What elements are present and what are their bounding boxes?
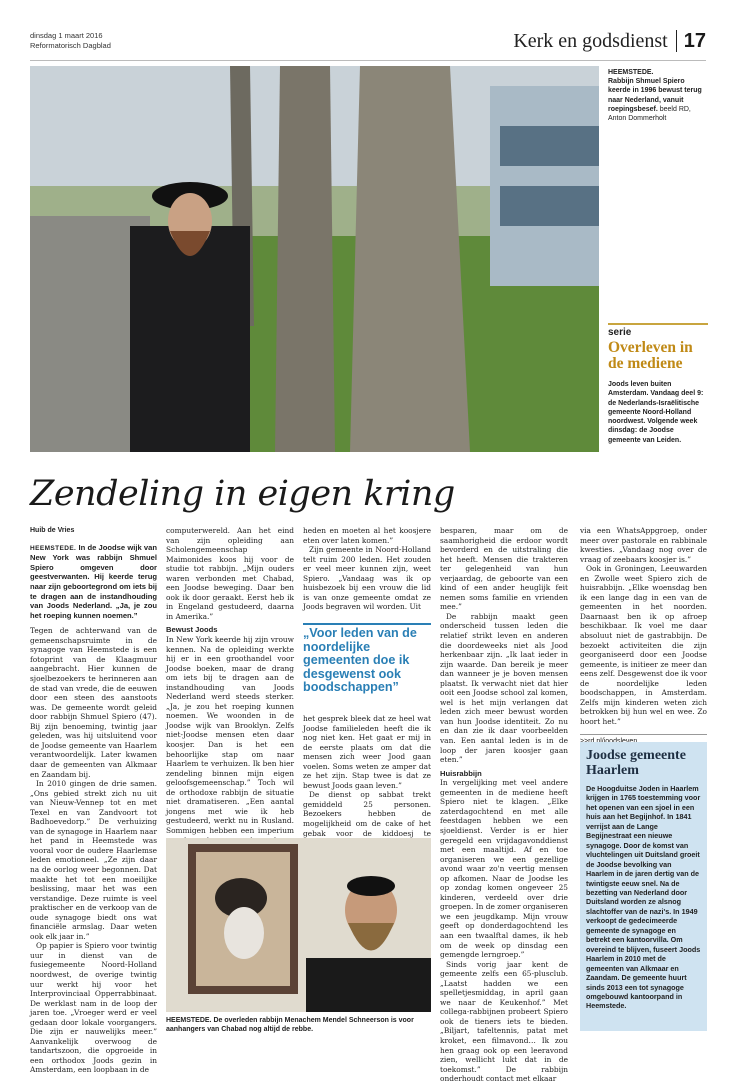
article-column-3-continued xyxy=(303,714,431,857)
lead-place: HEEMSTEDE. xyxy=(30,544,77,552)
paragraph: In vergelijking met veel andere gemeenten in de mediene heeft Spiero niet te klagen. „Elke zaterdagochtend en met alle feestdagen hebben we een sjoeldienst. Verder is er hier geregeld een vrijdagavonddienst met een maaltijd. Af en toe organiseren we een gezellige avond waar zo'n veertig mensen op afkomen. Naar de Joodse les op zondag komen ongeveer 25 kinderen, verdeeld over drie groepen. In de zomer organiseren we een jeugdkamp. Mijn vrouw geeft op donderdagochtend les aan een twaalftal dames, ik heb om de week op dinsdag een gemengde lerngroep.” xyxy=(440,778,568,960)
paragraph: via een WhatsAppgroep, onder meer over pastorale en rabbinale kwesties. „Vandaag nog over de vraag of zeebaars koosjer is.” xyxy=(580,526,707,564)
series-description: Joods leven buiten Amsterdam. Vandaag deel 9: de Nederlands-Israëlitische gemeente Noord-Holland noordwest. Volgende week dinsdag: de Joodse gemeente van Leiden. xyxy=(608,381,704,444)
pull-quote xyxy=(303,623,431,695)
issue-date: dinsdag 1 maart 2016 xyxy=(30,31,103,40)
lead-paragraph xyxy=(30,543,157,621)
page-number: 17 xyxy=(683,30,706,52)
paragraph: computerwereld. Aan het eind van zijn opleiding aan Scholengemeenschap Maimonides koos hij voor de studie tot rabbijn. „Mijn ouders waren verbonden met Chabad, een Joodse beweging. Daar ben ook ik door geraakt. Eerst heb ik in Engeland gestudeerd, daarna in Amerika.” xyxy=(166,526,294,621)
byline: Huib de Vries xyxy=(30,527,75,534)
paragraph: Zijn gemeente in Noord-Holland telt ruim 200 leden. Het zouden er veel meer kunnen zijn, weet Spiero. „Vandaag was ik op huisbezoek bij een vrouw die lid is van onze gemeente omdat ze Joods begraven wil worden. Uit xyxy=(303,545,431,612)
paragraph: In New York keerde hij zijn vrouw kennen. Na de opleiding werkte hij er in een groothandel voor Joodse boeken, maar de drang om iets bij te dragen aan de instandhouding van Joods Nederland werd steeds sterker. „Ja, je zou het roeping kunnen noemen. We woonden in de Joodse wijk van Brooklyn. Zelfs niet-Joodse mensen eten daar koosjer. Dan is het een behoorlijke stap om naar Haarlem te verhuizen. Ik ben hier zendeling binnen mijn eigen geloofsgemeenschap.” Toch wil de orthodoxe rabbijn de situatie niet dramatiseren. „Een aantal jongens met wie ik heb gestudeerd, werkt nu in Rusland. Sommigen hebben een imperium xyxy=(166,635,294,835)
rebbe-photo xyxy=(166,838,431,1012)
info-box xyxy=(580,742,707,1031)
article-column-5 xyxy=(580,526,707,726)
paragraph: Sinds vorig jaar kent de gemeente zelfs een 65-plusclub. „Laatst hadden we een spelletjesmiddag, in april gaan we naar de Keukenhof.” Met collega-rabbijnen probeert Spiero ook de tieners iets te bieden. „Biljart, tafeltennis, patat met kroket, een filmavond… Ik zou hen graag ook op een leeravond zien, wellicht lukt dat in de toekomst.” De rabbijn onderhoudt contact met elkaar xyxy=(440,959,568,1084)
article-column-4 xyxy=(440,526,568,1084)
small-caption-place: HEEMSTEDE. xyxy=(166,1017,212,1024)
paragraph: De dienst op sabbat trekt gemiddeld 25 personen. Bezoekers hebben de mogelijkheid om de cake of het gebak voor de kiddoesj te xyxy=(303,790,431,838)
header-divider xyxy=(30,60,706,61)
pull-quote-text: „Voor leden van de noordelijke gemeenten doe ik desgewenst ook boodschappen” xyxy=(303,626,417,694)
subheading: Huisrabbijn xyxy=(440,768,482,778)
small-caption-text: De overleden rabbijn Menachem Mendel Schneerson is voor aanhangers van Chabad nog altijd de rebbe. xyxy=(166,1017,414,1033)
article-column-1 xyxy=(30,526,157,1075)
series-label: serie xyxy=(608,327,632,338)
main-photo xyxy=(30,66,599,452)
paper-name: Reformatorisch Dagblad xyxy=(30,41,111,50)
paragraph: In 2010 gingen de drie samen. „Ons gebied strekt zich nu uit van Nieuw-Vennep tot en met Texel en van Zandvoort tot Badhoevedorp.” De verhuizing van de synagoge in Haarlem naar het pand in Heemstede was vooral voor de oudere Haarlemse leden emotioneel. „Ze zijn daar na de oorlog weer begonnen. Dat maakte het tot een moeilijke beslissing, maar het was een verstandige. Deze ruimte is veel praktischer en de verkoop van de oude synagoge biedt ons wat financiële armslag. Daar weten ook elk jaar in.” xyxy=(30,779,157,941)
paragraph: besparen, maar om de saamhorigheid die erdoor wordt bevorderd en de uitstraling die het heeft. Mensen die trakteren ter gelegenheid van hun verjaardag, de geboorte van een kind of een ander heuglijk feit nemen soms familie en vrienden mee.” xyxy=(440,526,568,612)
series-divider xyxy=(608,323,708,325)
info-box-text: De Hoogduitse Joden in Haarlem krijgen in 1765 toestemming voor het openen van een sjoel in een huis aan het Begijnhof. In 1841 verrijst aan de Lange Begijnestraat een nieuwe synagoge. Door de komst van vluchtelingen uit Duitsland groeit de Joodse bevolking van Haarlem in de jaren dertig van de twintigste eeuw snel. Na de bezetting van Nederland door Duitsland worden ze alsnog slachtoffer van de nazi's. In 1949 verkoopt de gedecimeerde gemeente de synagoge en betrekt een kantoorvilla. Om overeind te blijven, fuseert Joods Haarlem in 2010 met de gemeenten van Alkmaar en Zaandam. De gemeente huurt sinds 2013 een tot synagoge omgebouwd kantoorpand in Heemstede. xyxy=(586,784,701,1011)
article-column-2 xyxy=(166,526,294,855)
paragraph: heden en moeten al het koosjere eten over laten komen.” xyxy=(303,526,431,545)
small-photo-caption xyxy=(166,1016,431,1034)
section-header xyxy=(513,30,706,52)
paragraph: Tegen de achterwand van de gemeenschapsruimte in de synagoge van Heemstede is een fotoprint van de Klaagmuur aangebracht. Hier kunnen de sjoelbezoekers te herinneren aan de stad van vrede, die de eeuwen door een steen des aanstoots was. De gemeente wordt geleid door rabbijn Shmuel Spiero (47). Bij zijn benoeming, twintig jaar geleden, was hij uitsluitend voor de Joodse gemeente van Haarlem verantwoordelijk. Later kwamen daar de gemeenten van Alkmaar en Zaandam bij. xyxy=(30,626,157,779)
masthead-info xyxy=(30,31,111,51)
photo-caption xyxy=(608,68,708,123)
article-headline: Zendeling in eigen kring xyxy=(30,474,455,514)
caption-place: HEEMSTEDE. xyxy=(608,69,654,76)
subheading: Bewust Joods xyxy=(166,625,218,635)
section-title: Kerk en godsdienst xyxy=(513,30,676,52)
series-title: Overleven in de mediene xyxy=(608,339,693,372)
lead-text: In de Joodse wijk van New York was rabbijn Shmuel Spiero omgeven door geestverwanten. Hij keerde terug naar zijn geboortegrond om iets bij te dragen aan de instandhouding van Joods Nederland. „Ja, je zou het roeping kunnen noemen.” xyxy=(30,542,157,620)
article-column-3 xyxy=(303,526,431,612)
paragraph: Ook in Groningen, Leeuwarden en Zwolle weet Spiero zich de huisrabbijn. „Elke woensdag ben ik een lange dag in een van de gemeenten in het noorden. Daarnaast ben ik op afroep beschikbaar. Ik voel me daar absoluut niet de gastrabbijn. De bezoekt activiteiten die zijn georganiseerd door een Joodse gemeente, is initieer ze meer dan eens zelf. Desgewenst doe ik voor de noordelijke leden boodschappen, in Amsterdam. Zelfs mijn kinderen weten zich betrokken bij hun wel en wee. Zo hoort het.” xyxy=(580,564,707,726)
caption-text: Rabbijn Shmuel Spiero keerde in 1996 bewust terug naar Nederland, vanuit roepingsbesef. xyxy=(608,78,702,113)
info-box-title: Joodse gemeente Haarlem xyxy=(586,748,686,778)
paragraph: De rabbijn maakt geen onderscheid tussen leden die relatief strikt leven en anderen die doordeweeks niet als Jood herkenbaar zijn. „Ik laat ieder in zijn waarde. Dan bereik je meer dan wanneer je je boven mensen plaatst. Ik verwacht niet dat hier ooit een Joodse school zal komen, wel is het mijn verlangen dat leden zich meer bewust worden van hun Joodse identiteit. Zo nu en dan zie ik daar voorbeelden van. Een aantal leden is in de loop der jaren koosjer gaan eten.” xyxy=(440,611,568,765)
caption-credit: beeld RD, Anton Dommerholt xyxy=(608,105,691,123)
paragraph: het gesprek bleek dat ze heel wat Joodse familieleden heeft die ik nog niet ken. Het gaat er mij in de eerste plaats om dat die mensen zich weer Jood gaan voelen. Soms weten ze amper dat ze het zijn. Stap twee is dat ze bewust Joods gaan leven.” xyxy=(303,714,431,790)
paragraph: Op papier is Spiero voor twintig uur in dienst van de fusiegemeente Noord-Holland noordwest, de overige twintig uur werkt hij voor het Interprovinciaal Opperrabbinaat. De werklast nam in de loop der jaren toe. „Vroeger werd er veel gedaan door lokale voorgangers. Die zijn er nauwelijks meer.” Aanvankelijk overwoog de tandartszoon, die opgroeide in een orthodox Joods gezin in Amsterdam, een loopbaan in de xyxy=(30,941,157,1075)
